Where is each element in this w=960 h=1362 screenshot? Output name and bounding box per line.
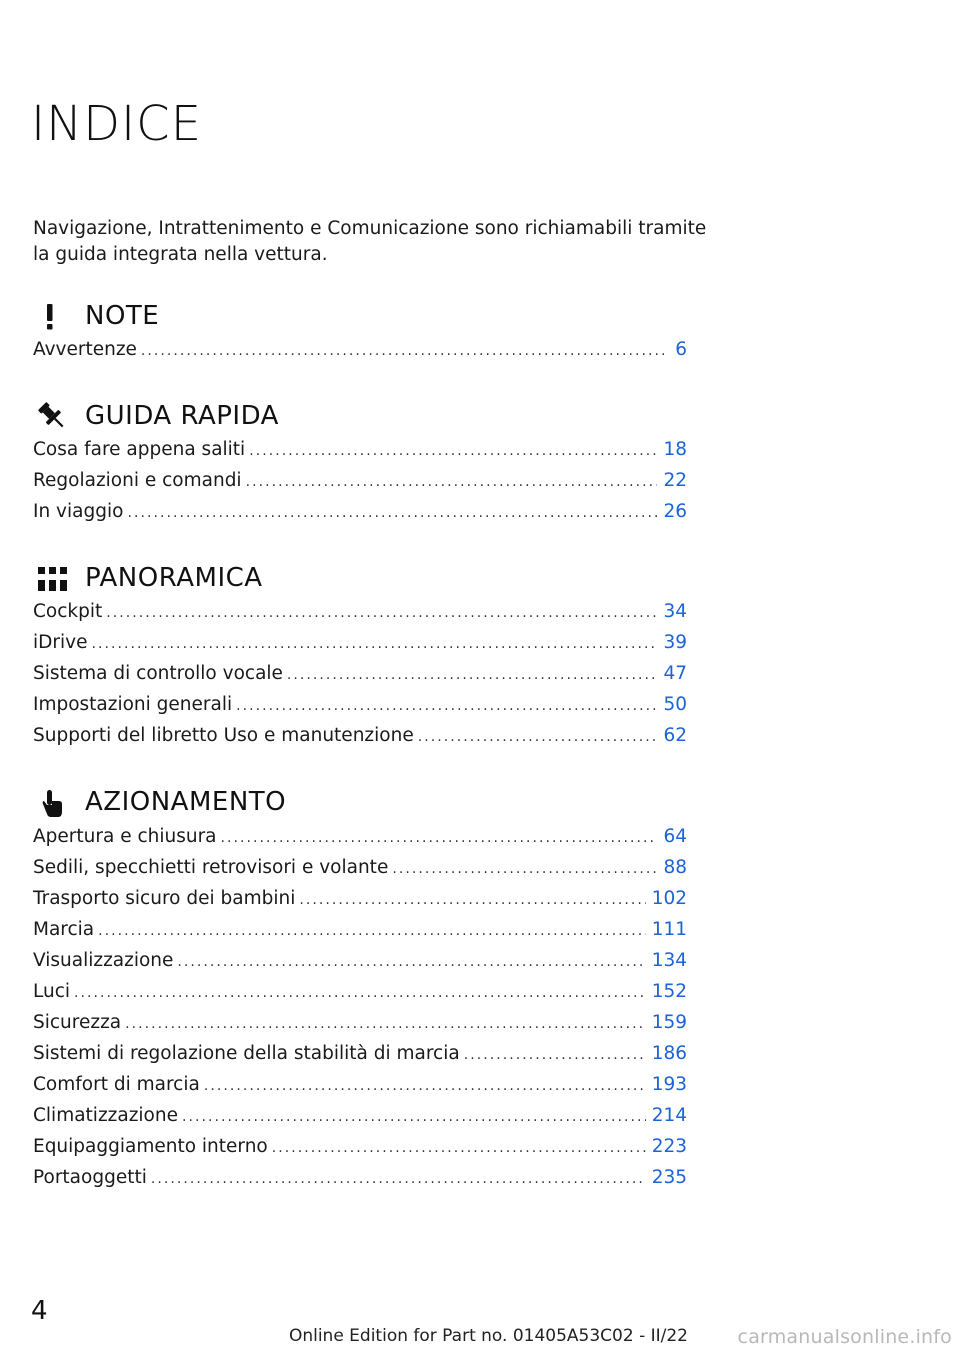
toc-entry-label: Supporti del libretto Uso e manutenzione	[33, 725, 414, 746]
toc-entry-page[interactable]: 6	[675, 339, 687, 360]
dot-leader	[464, 1047, 646, 1063]
toc-entry-page[interactable]: 26	[663, 501, 687, 522]
dot-leader	[236, 698, 657, 714]
toc-entry[interactable]	[33, 1105, 687, 1136]
dot-leader	[91, 636, 657, 652]
watermark: carmanualsonline.info	[737, 1326, 952, 1348]
dot-leader	[392, 861, 657, 877]
toc-entry[interactable]	[33, 439, 687, 470]
toc-entry[interactable]	[33, 339, 687, 370]
toc-entry-label: Visualizzazione	[33, 950, 174, 971]
toc-entry-page[interactable]: 39	[663, 632, 687, 653]
toc-entry[interactable]	[33, 888, 687, 919]
toc-entry-label: iDrive	[33, 632, 88, 653]
toc-entry[interactable]	[33, 981, 687, 1012]
toc-entry-page[interactable]: 223	[651, 1136, 687, 1157]
dot-leader	[299, 892, 645, 908]
toc-entry-label: Cockpit	[33, 601, 103, 622]
toc-entry[interactable]	[33, 950, 687, 981]
dot-leader	[177, 954, 645, 970]
dot-leader	[249, 443, 657, 459]
toc-entry-page[interactable]: 235	[651, 1167, 687, 1188]
toc-entry-page[interactable]: 88	[663, 857, 687, 878]
intro-text: Navigazione, Intrattenimento e Comunicazione sono richiamabili tramite la guida integrata nella vettura.	[33, 218, 707, 265]
toc-entry-label: Apertura e chiusura	[33, 826, 217, 847]
toc-entry-page[interactable]: 62	[663, 725, 687, 746]
toc-entry[interactable]	[33, 1074, 687, 1105]
toc-entry[interactable]	[33, 1167, 687, 1198]
exclamation-icon	[33, 298, 73, 334]
toc-entry-page[interactable]: 50	[663, 694, 687, 715]
toc-entry-label: Portaoggetti	[33, 1167, 147, 1188]
dot-leader	[106, 605, 657, 621]
toc-entry[interactable]	[33, 601, 687, 632]
page-number: 4	[31, 1296, 48, 1326]
toc-entry-label: Sistemi di regolazione della stabilità di marcia	[33, 1043, 460, 1064]
toc-entry[interactable]	[33, 1012, 687, 1043]
toc-entry[interactable]	[33, 663, 687, 694]
toc-entry[interactable]	[33, 919, 687, 950]
dot-leader	[74, 985, 646, 1001]
section-title: AZIONAMENTO	[85, 787, 287, 817]
toc-entry-label: Equipaggiamento interno	[33, 1136, 268, 1157]
dot-leader	[221, 830, 658, 846]
dot-leader	[151, 1171, 646, 1187]
grid-icon	[33, 560, 73, 596]
toc-entry[interactable]	[33, 1043, 687, 1074]
dot-leader	[204, 1078, 646, 1094]
toc-entry[interactable]	[33, 826, 687, 857]
toc-entry-page[interactable]: 18	[663, 439, 687, 460]
edition-footer: Online Edition for Part no. 01405A53C02 - II/22	[288, 1326, 688, 1346]
toc-entry-page[interactable]: 152	[651, 981, 687, 1002]
toc-entry-label: In viaggio	[33, 501, 124, 522]
section-panoramica-header	[33, 560, 263, 596]
section-panoramica-entries	[33, 601, 687, 756]
toc-entry-label: Sedili, specchietti retrovisori e volante	[33, 857, 389, 878]
toc-entry-label: Marcia	[33, 919, 95, 940]
toc-entry[interactable]	[33, 1136, 687, 1167]
hand-pointer-icon	[33, 784, 73, 820]
toc-entry-label: Trasporto sicuro dei bambini	[33, 888, 296, 909]
toc-entry-page[interactable]: 22	[663, 470, 687, 491]
toc-entry[interactable]	[33, 857, 687, 888]
toc-entry-label: Climatizzazione	[33, 1105, 178, 1126]
toc-entry-label: Impostazioni generali	[33, 694, 233, 715]
section-guida-rapida-entries	[33, 439, 687, 532]
dot-leader	[246, 474, 658, 490]
toc-entry-label: Sicurezza	[33, 1012, 122, 1033]
toc-entry[interactable]	[33, 470, 687, 501]
toc-entry-page[interactable]: 214	[651, 1105, 687, 1126]
toc-entry-page[interactable]: 102	[651, 888, 687, 909]
section-azionamento-header	[33, 784, 286, 820]
toc-entry[interactable]	[33, 632, 687, 663]
toc-entry-page[interactable]: 186	[651, 1043, 687, 1064]
section-azionamento-entries	[33, 826, 687, 1198]
dot-leader	[287, 667, 658, 683]
section-note-entries	[33, 339, 687, 370]
toc-entry-label: Avvertenze	[33, 339, 137, 360]
toc-entry-label: Cosa fare appena saliti	[33, 439, 246, 460]
section-title: GUIDA RAPIDA	[85, 401, 279, 431]
toc-entry-label: Comfort di marcia	[33, 1074, 200, 1095]
dot-leader	[141, 343, 669, 359]
dot-leader	[272, 1140, 646, 1156]
toc-entry[interactable]	[33, 694, 687, 725]
dot-leader	[127, 505, 657, 521]
toc-entry[interactable]	[33, 501, 687, 532]
toc-entry-page[interactable]: 134	[651, 950, 687, 971]
toc-entry-page[interactable]: 34	[663, 601, 687, 622]
toc-entry-page[interactable]: 159	[651, 1012, 687, 1033]
dot-leader	[418, 729, 658, 745]
toc-entry-label: Regolazioni e comandi	[33, 470, 242, 491]
dot-leader	[182, 1109, 646, 1125]
section-title: PANORAMICA	[85, 563, 263, 593]
toc-entry-page[interactable]: 193	[651, 1074, 687, 1095]
page-title: INDICE	[31, 96, 203, 152]
toc-entry-label: Luci	[33, 981, 71, 1002]
toc-entry[interactable]	[33, 725, 687, 756]
toc-entry-label: Sistema di controllo vocale	[33, 663, 283, 684]
dot-leader	[98, 923, 646, 939]
toc-entry-page[interactable]: 111	[651, 919, 687, 940]
toc-entry-page[interactable]: 64	[663, 826, 687, 847]
section-note-header	[33, 298, 159, 334]
section-title: NOTE	[85, 301, 160, 331]
section-guida-rapida-header	[33, 398, 279, 434]
toc-entry-page[interactable]: 47	[663, 663, 687, 684]
dot-leader	[125, 1016, 646, 1032]
pin-icon	[33, 398, 73, 434]
